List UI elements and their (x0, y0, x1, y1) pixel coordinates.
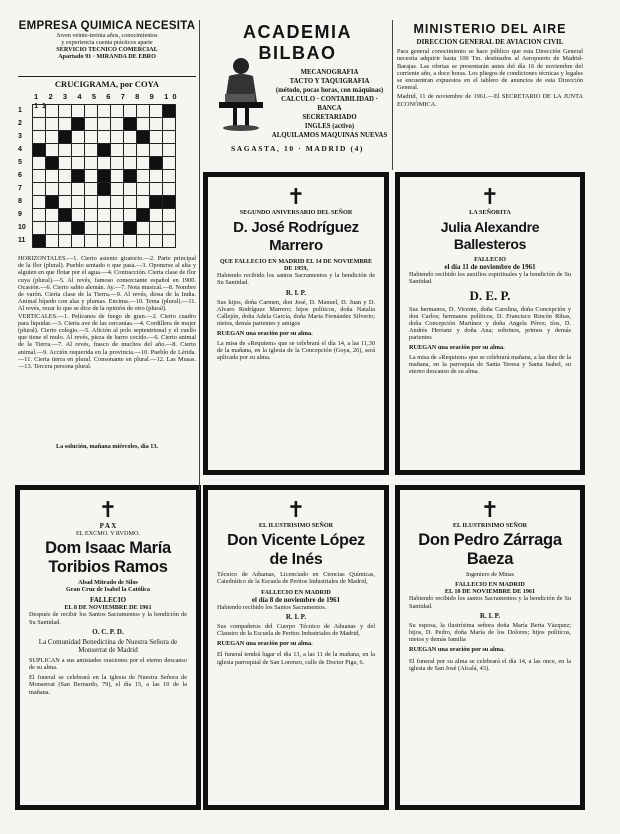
crossword-cell (85, 209, 98, 222)
academia-ad (205, 22, 390, 153)
crossword-row-numbers (18, 104, 32, 247)
empresa-line: Joven veinte-treinta años, conocimientos (56, 32, 158, 39)
academia-service: TACTO Y TAQUIGRAFIA (289, 78, 370, 85)
crossword-cell (111, 170, 124, 183)
crossword-cell (98, 222, 111, 235)
crossword-cell (85, 235, 98, 248)
crossword-row-number: 4 (18, 146, 22, 153)
crossword-cell (111, 131, 124, 144)
crossword-cell (124, 183, 137, 196)
funeral: El funeral tendrá lugar el día 13, a las 11 de la mañana, en la iglesia parroquial de San Lorenzo, calle de Doctor Piga, 6. (217, 651, 375, 666)
crossword-cell (59, 144, 72, 157)
typist-illustration (211, 54, 269, 132)
horizontales: HORIZONTALES.—1. Cierto asiento giratorio.—2. Parte principal de la flor (plural). Pueblo sentado o que pasa.—3. Oponerse al alta y alguien en que flotar por el agua.—4. Contracción. Cierta clase de flor cuya (plural).—5. Al revés, famoso comerciante español en 1900. Ocasión.—6. Cierto sabio alemán. Ay.—7. Nota musical.—8. Nombre de varón. Cierta clase de la Tierra.—9. Al revés, diosa de la India. Animal bípedo con alas y plumas. Encima.—10. Tema (plural).—11. Al revés, rezar lo que se dice de la opinión de otro (plural). (18, 255, 196, 313)
sacraments: Habiendo recibido los Santos Sacramentos. (217, 603, 327, 611)
cross-icon: ✝ (480, 185, 500, 210)
crossword-row-number: 11 (18, 237, 26, 244)
crossword-cell (137, 170, 150, 183)
crossword-cell (59, 209, 72, 222)
crossword-cell (163, 170, 176, 183)
crossword-cell (137, 235, 150, 248)
died: FALLECIO (89, 596, 127, 605)
family: Sus hijos, doña Carmen, don José, D. Manuel, D. Juan y D. Alvaro Rodríguez Marrero; hijos políticos, doña Natalia Callejón, doña Adela García, doña Maria Fernández Silverio; nietos, demás parientes y amigos (217, 298, 375, 328)
crossword-row-number: 6 (18, 172, 22, 179)
crossword-cell (98, 183, 111, 196)
misa: La misa de «Requiem» que se celebrará mañana, a las diez de la mañana, en la parroquia de Santa Teresa y Santa Isabel, su eterno descanso de su alma. (409, 353, 571, 376)
obituary-zarraga (395, 485, 585, 810)
crossword-cell (46, 196, 59, 209)
crossword-cell (98, 157, 111, 170)
crossword-row-number: 5 (18, 159, 22, 166)
academia-service: ALQUILAMOS MAQUINAS NUEVAS (271, 132, 388, 139)
ministerio-subtitle: DIRECCION GENERAL DE AVIACION CIVIL (416, 38, 564, 46)
crossword-cell (150, 144, 163, 157)
crossword-cell (163, 118, 176, 131)
crossword-cell (33, 235, 46, 248)
crossword-cell (46, 209, 59, 222)
cross-icon: ✝ (480, 498, 500, 523)
crossword-clues (18, 255, 196, 385)
ministerio-title: MINISTERIO DEL AIRE (413, 22, 567, 36)
crossword-title: CRUCIGRAMA, por COYA (54, 79, 160, 89)
crossword-cell (111, 196, 124, 209)
crossword-cell (33, 183, 46, 196)
ministerio-body: Para general conocimiento se hace público que esta Dirección General necesita adquirir hasta 100 Tm. destinados al Aeropuerto de Madrid-Barajas. Las ofertas se presentarán antes del día 16 de noviembre del corriente año, a doce horas. Los pliegos de condiciones técnicas y legales se encuentran expuestos en el tablero de anuncios de esta Dirección General. (397, 48, 583, 92)
empresa-line: SERVICIO TECNICO COMERCIAL (56, 46, 158, 54)
crossword-row-number: 1 (18, 107, 22, 114)
column-divider (392, 20, 393, 170)
sacraments: Habiendo recibido los santos Sacramentos y la bendición de Su Santidad. (217, 272, 375, 287)
deceased-name: Don Pedro Zárraga Baeza (418, 531, 562, 569)
crossword-cell (137, 222, 150, 235)
crossword-cell (59, 222, 72, 235)
crossword-cell (137, 131, 150, 144)
crossword-cell (98, 235, 111, 248)
academia-service: MECANOGRAFIA (300, 69, 359, 76)
academia-service: INGLES (activo) (304, 123, 355, 130)
crossword-cell (85, 170, 98, 183)
crossword-cell (163, 105, 176, 118)
heading: EL EXCMO. Y RVDMO. (76, 530, 140, 537)
obituary-lopez (203, 485, 389, 810)
crossword-cell (72, 222, 85, 235)
date: el día 8 de noviembre de 1961 (251, 595, 341, 604)
crossword-cell (111, 144, 124, 157)
crossword-cell (137, 183, 150, 196)
sacraments: Habiendo recibido los santos Sacramentos y la bendición de Su Santidad. (409, 595, 571, 610)
crossword-cell (150, 222, 163, 235)
crossword-cell (137, 157, 150, 170)
crossword-cell (46, 157, 59, 170)
died: FALLECIO (474, 256, 506, 264)
crossword-cell (33, 105, 46, 118)
date: EL 8 DE NOVIEMBRE DE 1961 (64, 604, 152, 612)
academia-title: ACADEMIA BILBAO (243, 22, 352, 63)
crossword-cell (59, 131, 72, 144)
crossword-cell (163, 131, 176, 144)
crossword-cell (150, 196, 163, 209)
crossword-cell (59, 105, 72, 118)
empresa-title: EMPRESA QUIMICA NECESITA (18, 20, 196, 32)
crossword-cell (72, 144, 85, 157)
crossword-cell (137, 118, 150, 131)
crossword-cell (72, 105, 85, 118)
crossword-cell (124, 170, 137, 183)
crossword-grid (32, 104, 176, 248)
crossword-cell (85, 196, 98, 209)
empresa-ad (18, 20, 196, 60)
ruegan: RUEGAN una oración por su alma. (409, 646, 505, 654)
crossword-cell (59, 118, 72, 131)
family: La Comunidad Benedictina de Nuestra Señora de Monserrat de Madrid (38, 637, 178, 654)
crossword-cell (150, 157, 163, 170)
funeral: El funeral por su alma se celebrará el día 14, a las once, en la iglesia de San José (Alcalá, 43). (409, 657, 571, 672)
crossword-cell (46, 235, 59, 248)
dep: D. E. P. (469, 287, 511, 303)
crossword-cell (72, 183, 85, 196)
crossword-cell (137, 196, 150, 209)
deceased-name: Julia Alexandre Ballesteros (440, 219, 540, 253)
role: Abad Mitrado de Silos (78, 579, 138, 587)
crossword-cell (163, 222, 176, 235)
crossword-cell (59, 183, 72, 196)
crossword-cell (111, 222, 124, 235)
deceased-name: Dom Isaac María Toribios Ramos (45, 539, 171, 577)
family: Sus compañeros del Cuerpo Técnico de Aduanas y del Claustro de la Escuela de Peritos Industriales de Madrid, (217, 622, 375, 637)
crossword-cell (150, 235, 163, 248)
died: FALLECIO EN MADRID (455, 581, 525, 589)
job: Ingeniero de Minas (465, 571, 515, 579)
crossword-cell (111, 183, 124, 196)
crossword-cell (150, 209, 163, 222)
crossword-cell (163, 235, 176, 248)
crossword-cell (150, 183, 163, 196)
academia-service: CALCULO · CONTABILIDAD · BANCA (281, 96, 378, 112)
crossword-cell (98, 209, 111, 222)
funeral: El funeral se celebrará en la iglesia de Nuestra Señora de Monserrat (San Bernardo, 79), el día 15, a las 10 de la mañana. (29, 674, 187, 696)
crossword-cell (124, 222, 137, 235)
crossword-cell (98, 170, 111, 183)
crossword-cell (33, 131, 46, 144)
family: Su esposa, la ilustrísima señora doña María Berta Vázquez; hijos, D. Pedro, doña María de los Dolores; hijos políticos, nietos y demás familia (409, 621, 571, 644)
crossword-cell (150, 105, 163, 118)
crossword-cell (111, 235, 124, 248)
empresa-line: y experiencia cuenta prácticos aparte (61, 39, 153, 47)
crossword-cell (59, 235, 72, 248)
crossword-row-number: 10 (18, 224, 26, 231)
deceased-name: Don Vicente López de Inés (227, 532, 365, 569)
crossword-cell (72, 170, 85, 183)
crossword-cell (59, 170, 72, 183)
sacraments: Habiendo recibido los auxilios espirituales y la bendición de Su Santidad. (409, 271, 571, 286)
crossword-solution: La solución, mañana miércoles, día 13. (56, 443, 158, 450)
crossword-cell (98, 196, 111, 209)
crossword-cell (33, 170, 46, 183)
crossword-cell (46, 222, 59, 235)
cross-icon: ✝ (286, 498, 306, 523)
crossword-cell (72, 118, 85, 131)
ruegan: RUEGAN una oración por su alma. (217, 640, 313, 648)
crossword-cell (46, 144, 59, 157)
crossword-cell (111, 105, 124, 118)
verticales: VERTICALES.—1. Pelícanos de fuego de gran.—2. Cierto cuadro para liquidar.—3. Cierta ave de las cercanías.—4. Cordillera de mujer (plural). Cierto colegio.—5. Afición al polo septentrional y el cuello que tiene el mulo. Al revés, pieza de barro cocido.—6. Cierto animal de la Tierra.—7. Al revés, frasco de muchos del año.—8. Cierto animal.—9. Acción requerida en la provincia.—10. Pueblo de Lérida.—11. Cierta tierra en plural. Consonante en plural.—12. Las Musas.—13. Tercera persona plural. (18, 312, 196, 371)
suplican: SUPLICAN a sus amistades oraciones por el eterno descanso de su alma. (29, 656, 187, 671)
crossword-row-number: 8 (18, 198, 22, 205)
ruegan: RUEGAN una oración por su alma. (217, 329, 313, 337)
misa: La misa de «Requiem» que se celebrará el día 14, a las 11,30 de la mañana, en la iglesia de la Concepción (Goya, 26), será aplicada por su alma. (217, 339, 375, 362)
obituary-toribios (15, 485, 201, 810)
crossword-cell (33, 196, 46, 209)
crossword-cell (46, 118, 59, 131)
crossword-row-number: 7 (18, 185, 22, 192)
crossword-cell (46, 170, 59, 183)
empresa-line: Apartado 91 · MIRANDA DE EBRO (58, 53, 156, 61)
date: el día 11 de noviembre de 1961 (444, 263, 536, 272)
cross-icon: ✝ (98, 498, 118, 523)
crossword-cell (124, 157, 137, 170)
date: EL 10 DE NOVIEMBRE DE 1961 (444, 588, 536, 596)
cross-icon: ✝ (286, 185, 306, 210)
crossword-cell (72, 131, 85, 144)
crossword-cell (85, 222, 98, 235)
crossword-cell (137, 105, 150, 118)
heading: P A X (99, 522, 117, 530)
crossword-cell (33, 157, 46, 170)
crossword-cell (72, 209, 85, 222)
academia-services (269, 68, 390, 140)
crossword-cell (150, 131, 163, 144)
ministerio-signature: Madrid, 11 de noviembre de 1961.—El SECRETARIO DE LA JUNTA ECONÓMICA. (397, 93, 583, 108)
crossword-cell (163, 144, 176, 157)
sacraments: Después de recibir los Santos Sacramentos y la bendición de Su Santidad. (29, 611, 187, 626)
crossword-cell (72, 235, 85, 248)
crossword-cell (72, 196, 85, 209)
crossword-cell (137, 209, 150, 222)
rip: R. I. P. (479, 611, 501, 620)
crossword-cell (46, 183, 59, 196)
crossword-cell (85, 131, 98, 144)
crossword-cell (33, 222, 46, 235)
order: Gran Cruz de Isabel la Católica (65, 586, 151, 594)
crossword-cell (85, 183, 98, 196)
obituary-marrero (203, 172, 389, 475)
crossword-cell (85, 105, 98, 118)
crossword-cell (98, 118, 111, 131)
crossword-cell (124, 235, 137, 248)
crossword-cell (46, 131, 59, 144)
crossword-cell (85, 144, 98, 157)
crossword-cell (163, 183, 176, 196)
died: QUE FALLECIO EN MADRID EL 14 DE NOVIEMBRE DE 1959, (219, 258, 373, 273)
academia-service: (método, pocas horas, con máquinas) (275, 87, 384, 94)
rip: R. I. P. (285, 612, 307, 621)
ruegan: RUEGAN una oración por su alma. (409, 343, 505, 351)
obituary-ballesteros (395, 172, 585, 475)
crossword-cell (111, 209, 124, 222)
family: Sus hermanos, D. Vicente, doña Carolina, doña Concepción y don Carlos; hermanos políticos, D. Francisco Rincón Ribas, doña Concepción Martínez y doña Angela Pérez; tíos, D. Andrés Herranz y doña Ana; sobrinos, primos y demás parientes (409, 305, 571, 342)
crossword-cell (124, 209, 137, 222)
crossword-cell (150, 170, 163, 183)
crossword-cell (85, 118, 98, 131)
ocpd: O. C. P. D. (92, 627, 124, 636)
crossword-cell (72, 157, 85, 170)
crossword-cell (111, 157, 124, 170)
deceased-name: D. José Rodríguez Marrero (233, 219, 359, 255)
crossword-cell (150, 118, 163, 131)
rip: R. I. P. (285, 288, 307, 297)
crossword-cell (124, 144, 137, 157)
crossword-cell (59, 196, 72, 209)
crossword-cell (59, 157, 72, 170)
crossword-cell (98, 144, 111, 157)
died: FALLECIO EN MADRID (261, 588, 331, 596)
crossword-row-number: 2 (18, 120, 22, 127)
column-divider (199, 20, 200, 490)
crossword-cell (46, 105, 59, 118)
crossword-cell (124, 105, 137, 118)
crossword-cell (33, 144, 46, 157)
heading: EL ILUSTRISIMO SEÑOR (452, 522, 528, 529)
crossword-cell (124, 131, 137, 144)
ministerio-ad (397, 22, 583, 108)
crossword-cell (85, 157, 98, 170)
crossword-cell (98, 105, 111, 118)
academia-service: SECRETARIADO (302, 114, 357, 121)
crossword-cell (163, 157, 176, 170)
crossword-cell (163, 196, 176, 209)
crossword-row-number: 3 (18, 133, 22, 140)
crossword-cell (124, 118, 137, 131)
divider (18, 76, 196, 77)
job: Técnico de Aduanas, Licenciado en Ciencias Químicas, Catedrático de la Escuela de Peritos Industriales de Madrid, (217, 571, 375, 586)
crossword-cell (163, 209, 176, 222)
academia-address: SAGASTA, 10 · MADRID (4) (230, 144, 365, 153)
heading: EL ILUSTRISIMO SEÑOR (258, 522, 334, 529)
crossword-cell (33, 209, 46, 222)
crossword-cell (137, 144, 150, 157)
crossword-cell (33, 118, 46, 131)
crossword-cell (98, 131, 111, 144)
crossword-column-numbers: 1 2 3 4 5 6 7 8 9 10 11 (34, 92, 181, 110)
crossword-cell (111, 118, 124, 131)
heading: LA SEÑORITA (469, 209, 511, 216)
crossword-cell (124, 196, 137, 209)
heading: SEGUNDO ANIVERSARIO DEL SEÑOR (239, 209, 353, 216)
crossword-row-number: 9 (18, 211, 22, 218)
